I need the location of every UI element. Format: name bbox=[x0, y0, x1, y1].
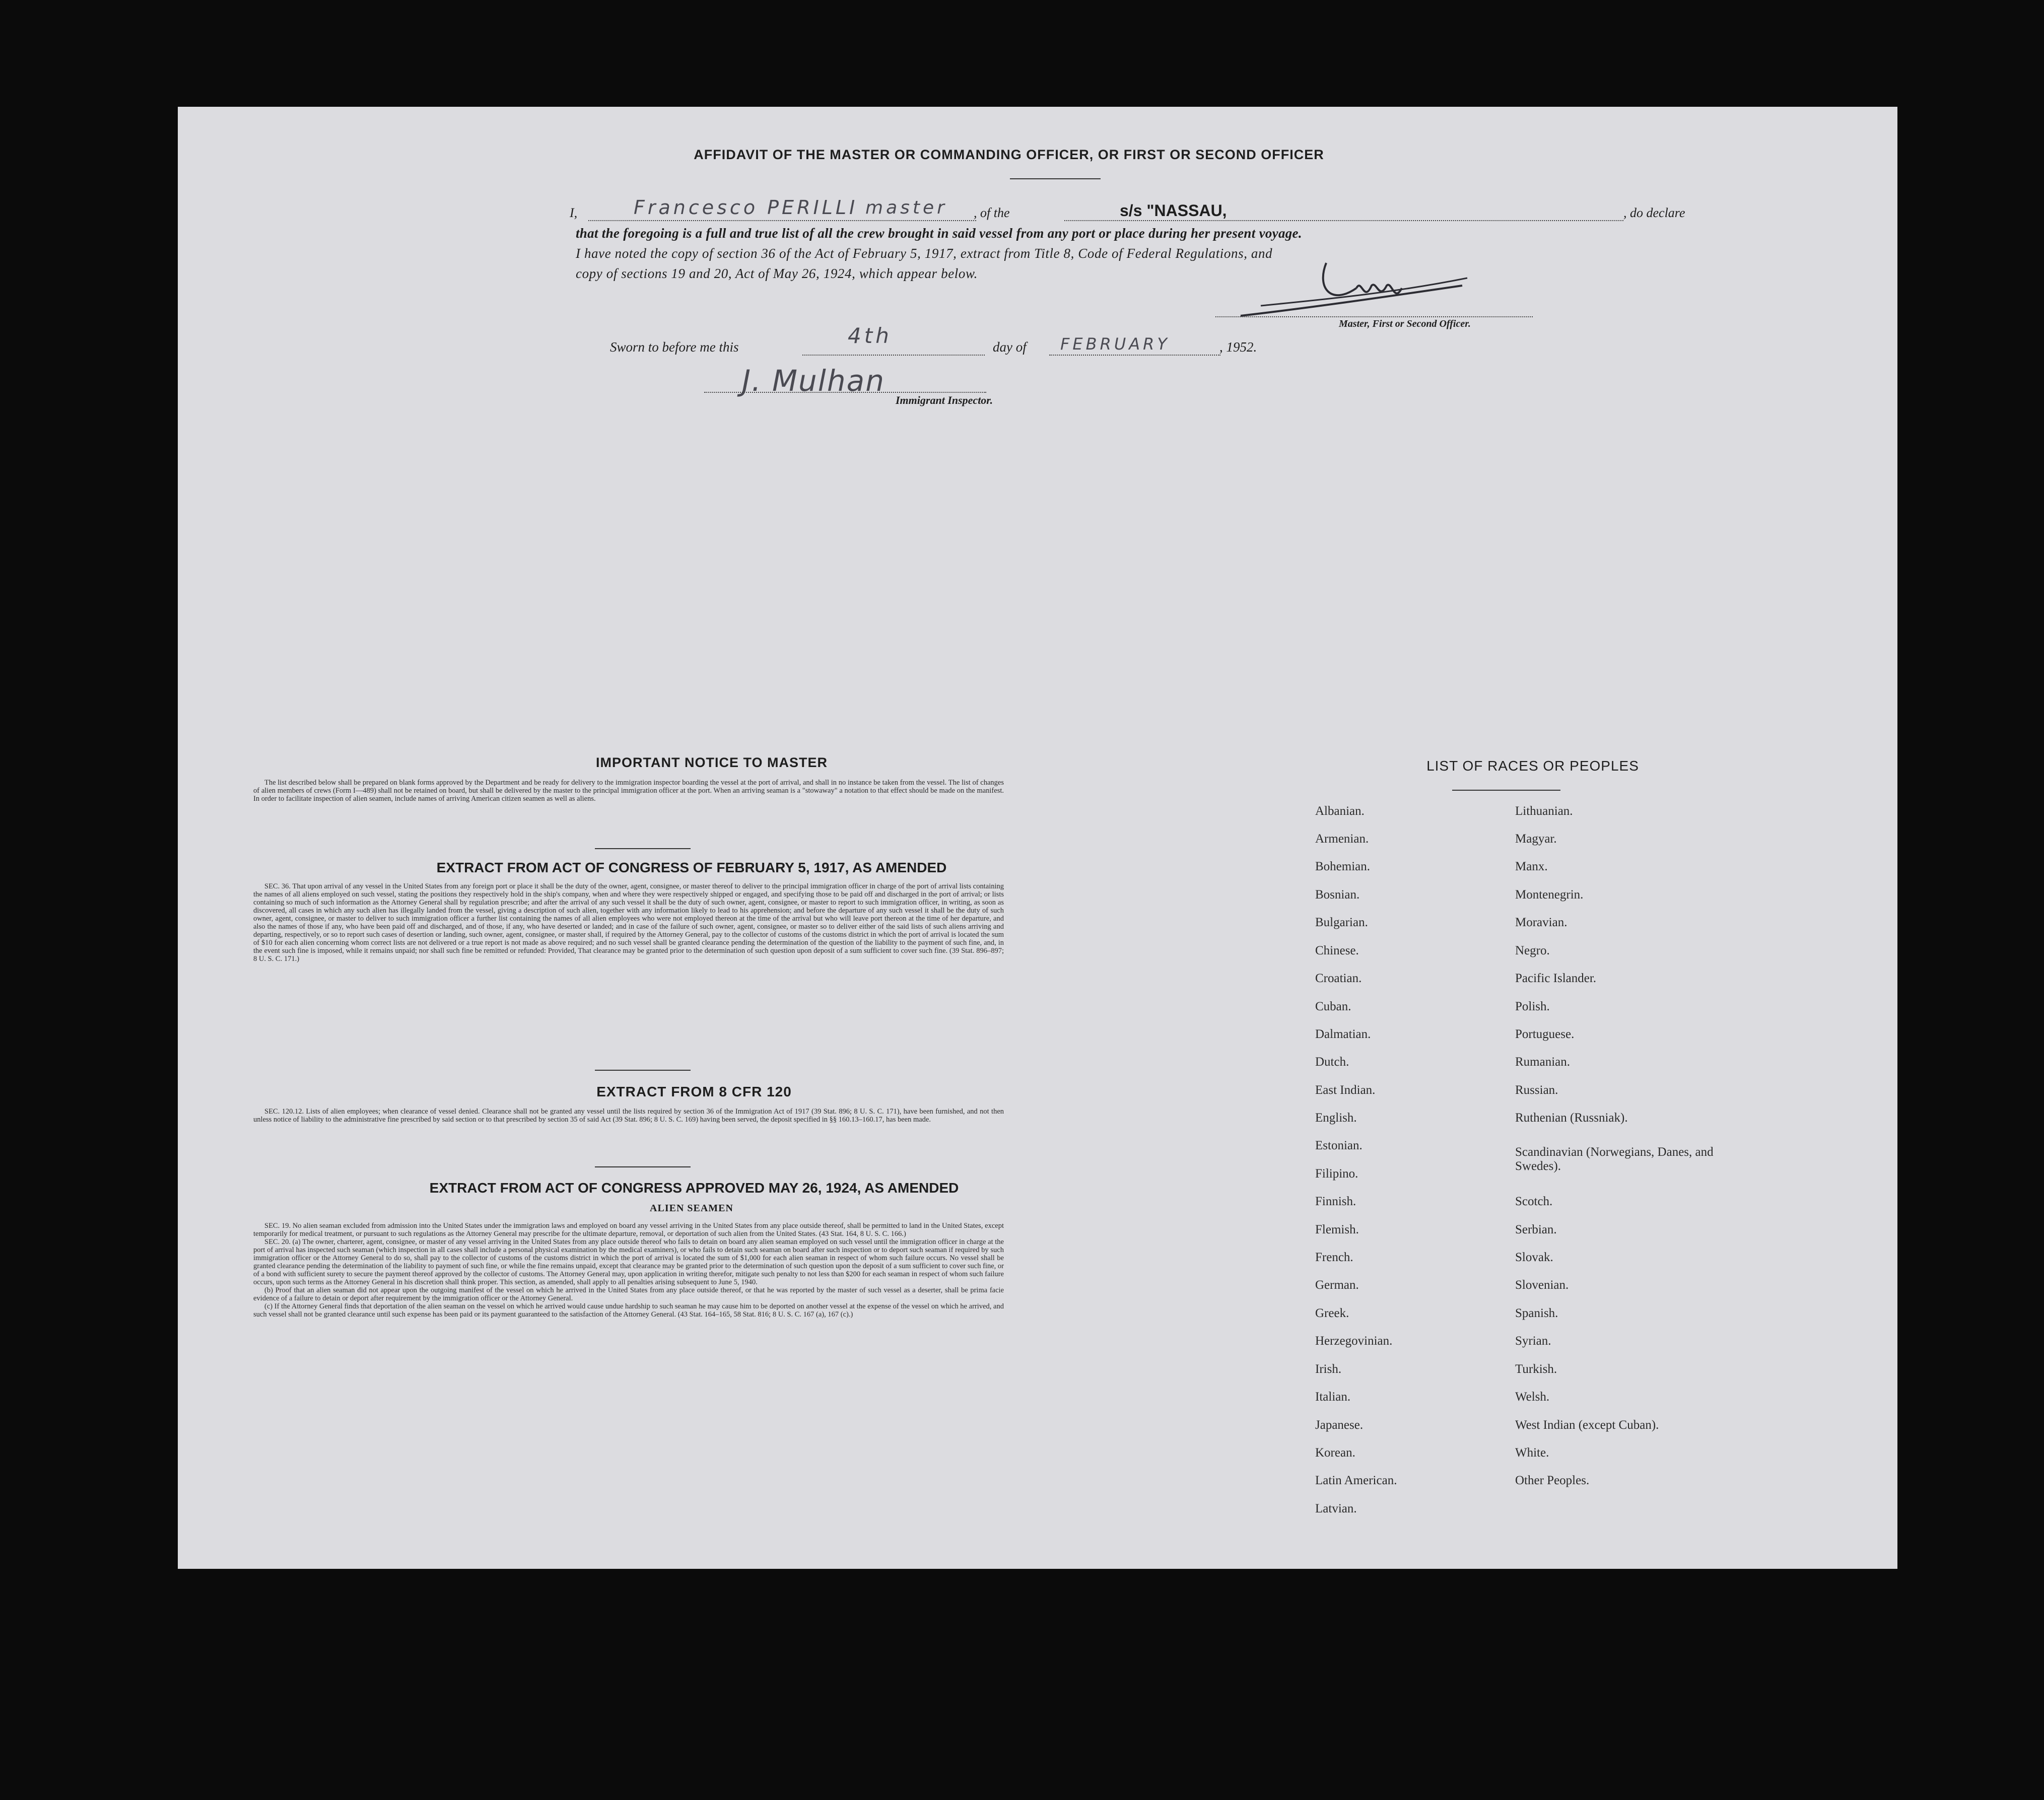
race-item: Bosnian. bbox=[1315, 888, 1360, 902]
race-item: Japanese. bbox=[1315, 1418, 1364, 1432]
race-item: Latin American. bbox=[1315, 1474, 1397, 1487]
race-item: Cuban. bbox=[1315, 1000, 1351, 1013]
race-item: Welsh. bbox=[1515, 1390, 1550, 1404]
race-item: Dutch. bbox=[1315, 1055, 1349, 1069]
notice-paragraph: The list described below shall be prepared on blank forms approved by the Department and be ready for delivery to the immigration inspector boarding the vessel at the port of arrival, and shall in no instance be taken from the vessel. The list of changes of alien members of crews (Form I—489) shall not be retained on board, but shall be delivered by the master to the principal immigration officer at the port. When an arriving seaman is a "stowaway" a notation to that effect should be made on the manifest. In order to facilitate inspection of alien seamen, include names of arriving American citizen seamen as well as aliens. bbox=[253, 779, 1004, 803]
rank-handwritten: master bbox=[865, 197, 947, 218]
race-item: Rumanian. bbox=[1515, 1055, 1571, 1069]
do-declare-label: , do declare bbox=[1623, 205, 1685, 220]
divider bbox=[1010, 178, 1101, 179]
sworn-month-line bbox=[1049, 355, 1220, 356]
race-item: Flemish. bbox=[1315, 1223, 1359, 1236]
race-item: German. bbox=[1315, 1278, 1359, 1292]
affidavit-line-prefix: I, bbox=[570, 205, 578, 220]
race-item: Other Peoples. bbox=[1515, 1474, 1590, 1487]
extract-1924-subheading: ALIEN SEAMEN bbox=[650, 1203, 733, 1214]
race-item: Scotch. bbox=[1515, 1195, 1553, 1208]
document-page bbox=[178, 107, 1897, 1569]
race-item: Korean. bbox=[1315, 1446, 1355, 1460]
inspector-caption: Immigrant Inspector. bbox=[896, 394, 993, 406]
extract-1924-body bbox=[253, 1222, 1004, 1319]
cfr-body bbox=[253, 1107, 1004, 1124]
race-item: Albanian. bbox=[1315, 804, 1365, 818]
race-item: Greek. bbox=[1315, 1306, 1349, 1320]
sworn-label: Sworn to before me this bbox=[610, 339, 739, 355]
race-item: Lithuanian. bbox=[1515, 804, 1573, 818]
name-field-line bbox=[588, 220, 976, 221]
notice-heading: IMPORTANT NOTICE TO MASTER bbox=[596, 755, 828, 770]
sec-20b-paragraph: (b) Proof that an alien seaman did not appear upon the outgoing manifest of the vessel on which he arrived in the United States from any place outside thereof, or that he was reported by the master of such vessel as a deserter, shall be prima facie evidence of a failure to detain or deport after requirement by the immigration officer or the Attorney General. bbox=[253, 1286, 1004, 1302]
sec-20a-paragraph: SEC. 20. (a) The owner, charterer, agent, consignee, or master of any vessel arriving in the United States from any place outside thereof who fails to detain on board any alien seaman employed on such vessel until the immigration officer in charge at the port of arrival has inspected such seaman (which inspection in all cases shall include a personal physical examination by the medical examiners), or who fails to detain such seaman on board after such inspection or to deport such seaman if required by such immigration officer or the Attorney General to do so, shall pay to the collector of customs of the customs district in which the port of arrival is located the sum of $1,000 for each alien seaman in respect of whom such failure occurs. No vessel shall be granted clearance pending the determination of the liability to payment of such fine, or while the fine remains unpaid, except that clearance may be granted prior to the determination of such question upon the deposit of a sum sufficient to cover such fine, or of a bond with sufficient surety to secure the payment thereof approved by the collector of customs. The Attorney General may, upon application in writing therefor, mitigate such penalty to not less than $200 for each seaman in respect of whom such failure occurs, upon such terms as the Attorney General in his discretion shall think proper. This section, as amended, shall apply to all penalties arising subsequent to June 5, 1940. bbox=[253, 1238, 1004, 1286]
race-item: Spanish. bbox=[1515, 1306, 1558, 1320]
race-item: Latvian. bbox=[1315, 1502, 1357, 1515]
sworn-day-line bbox=[802, 355, 985, 356]
notice-body bbox=[253, 779, 1004, 803]
races-heading: LIST OF RACES OR PEOPLES bbox=[1426, 758, 1639, 774]
sworn-year: , 1952. bbox=[1219, 339, 1257, 355]
cfr-heading: EXTRACT FROM 8 CFR 120 bbox=[596, 1084, 792, 1099]
day-of-label: day of bbox=[993, 339, 1027, 355]
race-item: Negro. bbox=[1515, 944, 1550, 957]
race-item: French. bbox=[1315, 1251, 1353, 1264]
sec-19-paragraph: SEC. 19. No alien seaman excluded from admission into the United States under the immigration laws and employed on board any vessel arriving in the United States from any place outside thereof, shall be permitted to land in the United States, except temporarily for medical treatment, or pursuant to such regulations as the Attorney General may prescribe for the ultimate departure, removal, or deportation of such alien from the United States. (43 Stat. 164, 8 U. S. C. 166.) bbox=[253, 1222, 1004, 1238]
inspector-line bbox=[704, 392, 986, 393]
divider bbox=[595, 848, 691, 849]
race-item: Montenegrin. bbox=[1515, 888, 1584, 902]
affidavit-title: AFFIDAVIT OF THE MASTER OR COMMANDING OFFICER, OR FIRST OR SECOND OFFICER bbox=[694, 147, 1324, 162]
extract-1917-heading: EXTRACT FROM ACT OF CONGRESS OF FEBRUARY 5, 1917, AS AMENDED bbox=[436, 860, 947, 875]
sworn-month-handwritten: FEBRUARY bbox=[1060, 334, 1170, 354]
race-item: Italian. bbox=[1315, 1390, 1351, 1404]
divider bbox=[1452, 790, 1560, 791]
sec-36-paragraph: SEC. 36. That upon arrival of any vessel in the United States from any foreign port or place it shall be the duty of the owner, agent, consignee, or master thereof to deliver to the principal immigration officer in charge of the port of arrival lists containing the names of all aliens employed on such vessel, stating the positions they respectively hold in the ship's company, when and where they were respectively shipped or engaged, and specifying those to be paid off and discharged in the port of arrival; or lists containing so much of such information as the Attorney General shall by regulation prescribe; and after the arrival of any such vessel it shall be the duty of such owner, agent, consignee, or master to report to such immigration officer, in writing, as soon as discovered, all cases in which any such alien has illegally landed from the vessel, giving a description of such alien, together with any information likely to lead to his apprehension; and before the departure of any such vessel it shall be the duty of such owner, agent, consignee, or master to deliver to such immigration officer a further list containing the names of all alien employees who were not employed thereon at the time of the arrival but who will leave port thereon at the time of her departure, and also the names of those if any, who have been paid off and discharged, and of those, if any, who have deserted or landed; and in case of the failure of such owner, agent, consignee, or master so to deliver either of the said lists of such aliens arriving and departing, respectively, or so to report such cases of desertion or landing, such owner, agent, consignee, or master shall, if required by the Attorney General, pay to the collector of customs of the customs district in which the port of arrival is located the sum of $10 for each alien concerning whom correct lists are not delivered or a true report is not made as above required; and no such vessel shall be granted clearance pending the determination of the question of the liability to the payment of such fine, and, in the event such fine is imposed, while it remains unpaid; nor shall such fine be remitted or refunded: Provided, That clearance may be granted prior to the determination of such question upon deposit of a sum sufficient to cover such fine. (39 Stat. 896–897; 8 U. S. C. 171.) bbox=[253, 882, 1004, 963]
inspector-signature: J. Mulhan bbox=[742, 364, 885, 398]
race-item: Russian. bbox=[1515, 1083, 1558, 1097]
sec-20c-paragraph: (c) If the Attorney General finds that deportation of the alien seaman on the vessel on which he arrived would cause undue hardship to such seaman he may cause him to be deported on another vessel at the expense of the vessel on which he arrived, and such vessel shall not be granted clearance until such expense has been paid or its payment guaranteed to the satisfaction of the Attorney General. (43 Stat. 164–165, 58 Stat. 816; 8 U. S. C. 167 (a), 167 (c).) bbox=[253, 1302, 1004, 1319]
race-item: Turkish. bbox=[1515, 1362, 1557, 1376]
race-item: East Indian. bbox=[1315, 1083, 1376, 1097]
vessel-field-line bbox=[1064, 220, 1623, 221]
race-item: Finnish. bbox=[1315, 1195, 1356, 1208]
race-item: West Indian (except Cuban). bbox=[1515, 1418, 1659, 1432]
vessel-name: s/s "NASSAU, bbox=[1120, 201, 1227, 220]
race-item: Estonian. bbox=[1315, 1139, 1362, 1152]
divider bbox=[595, 1166, 691, 1167]
sworn-day-handwritten: 4th bbox=[848, 323, 892, 348]
race-item: Herzegovinian. bbox=[1315, 1334, 1393, 1348]
race-item: Slovak. bbox=[1515, 1251, 1553, 1264]
affidavit-line-3: I have noted the copy of section 36 of the Act of February 5, 1917, extract from Title 8, Code of Federal Regulations, and bbox=[576, 246, 1273, 261]
sec-120-12-paragraph: SEC. 120.12. Lists of alien employees; when clearance of vessel denied. Clearance shall not be granted any vessel until the lists required by section 36 of the Immigration Act of 1917 (39 Stat. 896; 8 U. S. C. 171), have been furnished, and not then unless notice of liability to the administrative fine prescribed by said section or to that prescribed by section 35 of said Act (39 Stat. 896; 8 U. S. C. 169) having been served, the deposit specified in §§ 160.13–160.17, has been made. bbox=[253, 1107, 1004, 1124]
race-item: Dalmatian. bbox=[1315, 1027, 1371, 1041]
race-item: Slovenian. bbox=[1515, 1278, 1569, 1292]
race-item: Irish. bbox=[1315, 1362, 1342, 1376]
race-item: Chinese. bbox=[1315, 944, 1359, 957]
race-item: Scandinavian (Norwegians, Danes, and Swedes). bbox=[1515, 1145, 1714, 1173]
race-item: Manx. bbox=[1515, 860, 1548, 873]
race-item: Magyar. bbox=[1515, 832, 1557, 846]
race-item: Filipino. bbox=[1315, 1167, 1358, 1181]
divider bbox=[595, 1070, 691, 1071]
race-item: Croatian. bbox=[1315, 972, 1362, 985]
race-item: Portuguese. bbox=[1515, 1027, 1575, 1041]
race-item: Polish. bbox=[1515, 1000, 1550, 1013]
race-item: Syrian. bbox=[1515, 1334, 1551, 1348]
extract-1917-body bbox=[253, 882, 1004, 963]
race-item: Moravian. bbox=[1515, 916, 1568, 929]
race-item: English. bbox=[1315, 1111, 1357, 1125]
master-name-handwritten: Francesco PERILLI bbox=[634, 196, 858, 219]
race-item: Bulgarian. bbox=[1315, 916, 1368, 929]
race-item: Bohemian. bbox=[1315, 860, 1371, 873]
affidavit-line-4: copy of sections 19 and 20, Act of May 26, 1924, which appear below. bbox=[576, 266, 978, 281]
of-the-label: , of the bbox=[974, 205, 1010, 220]
affidavit-line-2: that the foregoing is a full and true list of all the crew brought in said vessel from any port or place during her present voyage. bbox=[576, 226, 1302, 241]
race-item: Pacific Islander. bbox=[1515, 972, 1597, 985]
extract-1924-heading: EXTRACT FROM ACT OF CONGRESS APPROVED MAY 26, 1924, AS AMENDED bbox=[429, 1180, 959, 1196]
race-item: Serbian. bbox=[1515, 1223, 1557, 1236]
race-item: Ruthenian (Russniak). bbox=[1515, 1111, 1628, 1125]
master-signature bbox=[1225, 258, 1508, 323]
signature-caption: Master, First or Second Officer. bbox=[1339, 318, 1471, 329]
race-item: Armenian. bbox=[1315, 832, 1369, 846]
race-item: White. bbox=[1515, 1446, 1549, 1460]
